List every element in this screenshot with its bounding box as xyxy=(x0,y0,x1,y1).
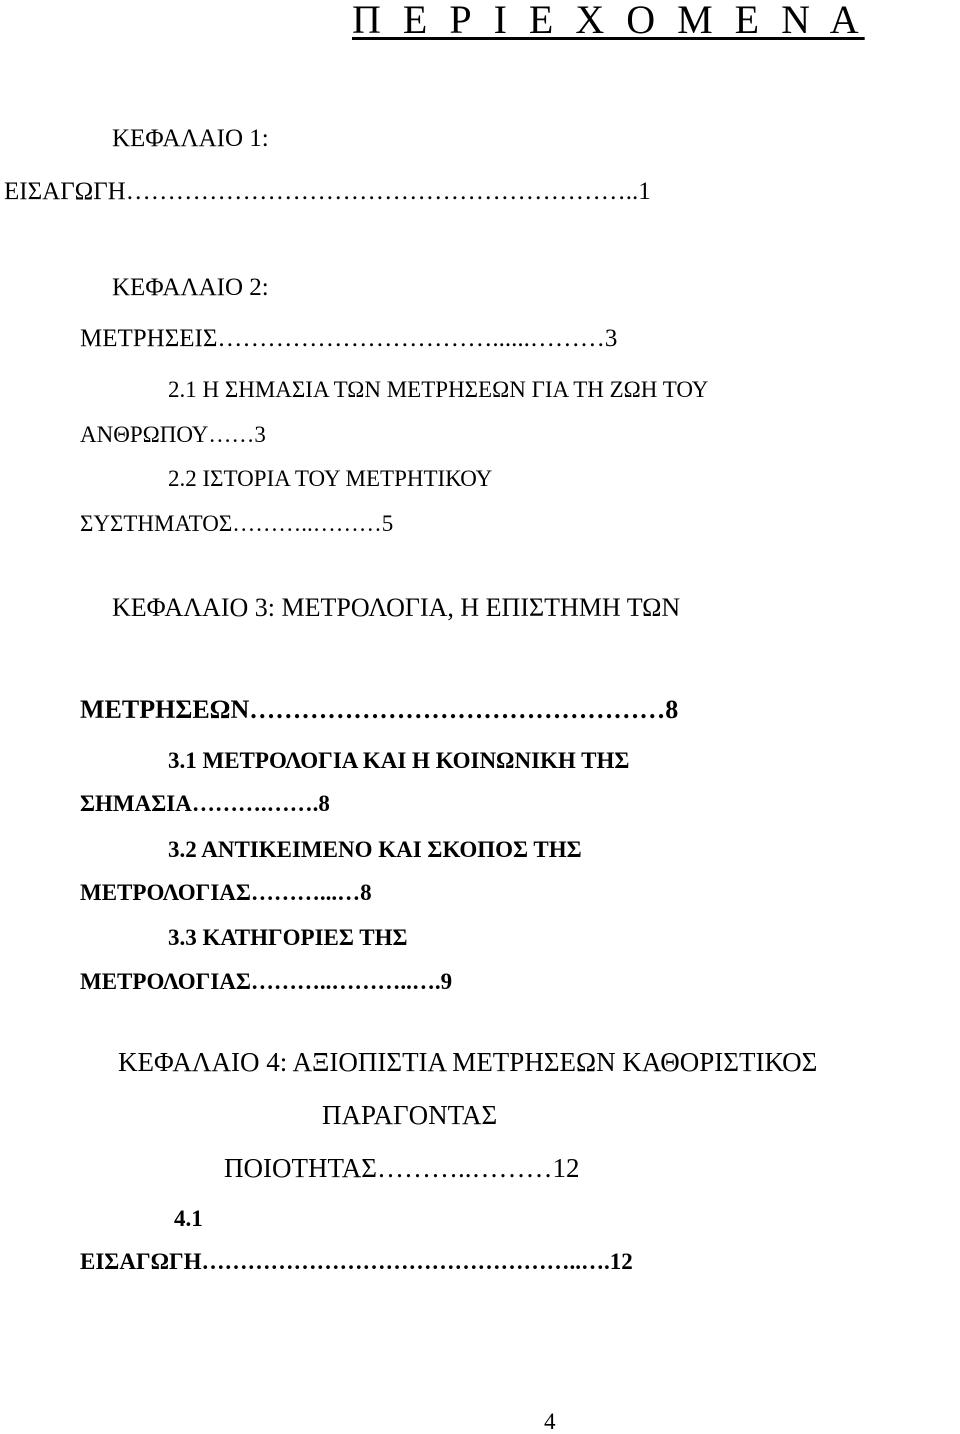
section-4-1-number: 4.1 xyxy=(174,1206,203,1231)
chapter-4-heading-line2: ΠΑΡΑΓΟΝΤΑΣ xyxy=(322,1100,498,1130)
section-3-2-title: 3.2 ΑΝΤΙΚΕΙΜΕΝΟ ΚΑΙ ΣΚΟΠΟΣ ΤΗΣ xyxy=(168,837,582,862)
section-4-1-entry: ΕΙΣΑΓΩΓΗ…………………………………………..….12 xyxy=(80,1249,633,1274)
section-3-3-entry: ΜΕΤΡΟΛΟΓΙΑΣ………..………..….9 xyxy=(80,969,453,994)
page-number: 4 xyxy=(544,1409,556,1434)
section-2-1-title: 2.1 Η ΣΗΜΑΣΙΑ ΤΩΝ ΜΕΤΡΗΣΕΩΝ ΓΙΑ ΤΗ ΖΩΗ ΤΟΥ xyxy=(168,377,709,402)
chapter-4-heading: ΚΕΦΑΛΑΙΟ 4: ΑΞΙΟΠΙΣΤΙΑ ΜΕΤΡΗΣΕΩΝ ΚΑΘΟΡΙΣΤΙΚΟΣ xyxy=(118,1047,818,1077)
section-3-1-title: 3.1 ΜΕΤΡΟΛΟΓΙΑ ΚΑΙ Η ΚΟΙΝΩΝΙΚΗ ΤΗΣ xyxy=(168,748,630,773)
section-3-2-entry: ΜΕΤΡΟΛΟΓΙΑΣ………...…8 xyxy=(80,880,372,905)
chapter-1-entry: ΕΙΣΑΓΩΓΗ……………………………………………………..1 xyxy=(4,178,651,205)
chapter-2-heading: ΚΕΦΑΛΑΙΟ 2: xyxy=(112,274,269,301)
chapter-1-heading: ΚΕΦΑΛΑΙΟ 1: xyxy=(112,125,269,152)
chapter-2-entry: ΜΕΤΡΗΣΕΙΣ……………………………......………3 xyxy=(80,325,618,352)
section-3-3-title: 3.3 ΚΑΤΗΓΟΡΙΕΣ ΤΗΣ xyxy=(168,925,408,950)
section-3-1-entry: ΣΗΜΑΣΙΑ……….…….8 xyxy=(80,791,330,816)
section-2-2-title: 2.2 ΙΣΤΟΡΙΑ ΤΟΥ ΜΕΤΡΗΤΙΚΟΥ xyxy=(168,466,493,491)
section-2-1-entry: ΑΝΘΡΩΠΟΥ……3 xyxy=(80,422,266,447)
page-title: Π Ε Ρ Ι Ε Χ Ο Μ Ε Ν Α xyxy=(352,0,865,42)
chapter-3-entry: ΜΕΤΡΗΣΕΩΝ…………………………………………8 xyxy=(80,695,679,724)
chapter-3-heading: ΚΕΦΑΛΑΙΟ 3: ΜΕΤΡΟΛΟΓΙΑ, Η ΕΠΙΣΤΗΜΗ ΤΩΝ xyxy=(112,593,681,622)
chapter-4-heading-line3: ΠΟΙΟΤΗΤΑΣ………..………12 xyxy=(224,1153,580,1183)
section-2-2-entry: ΣΥΣΤΗΜΑΤΟΣ………..………5 xyxy=(80,511,394,536)
